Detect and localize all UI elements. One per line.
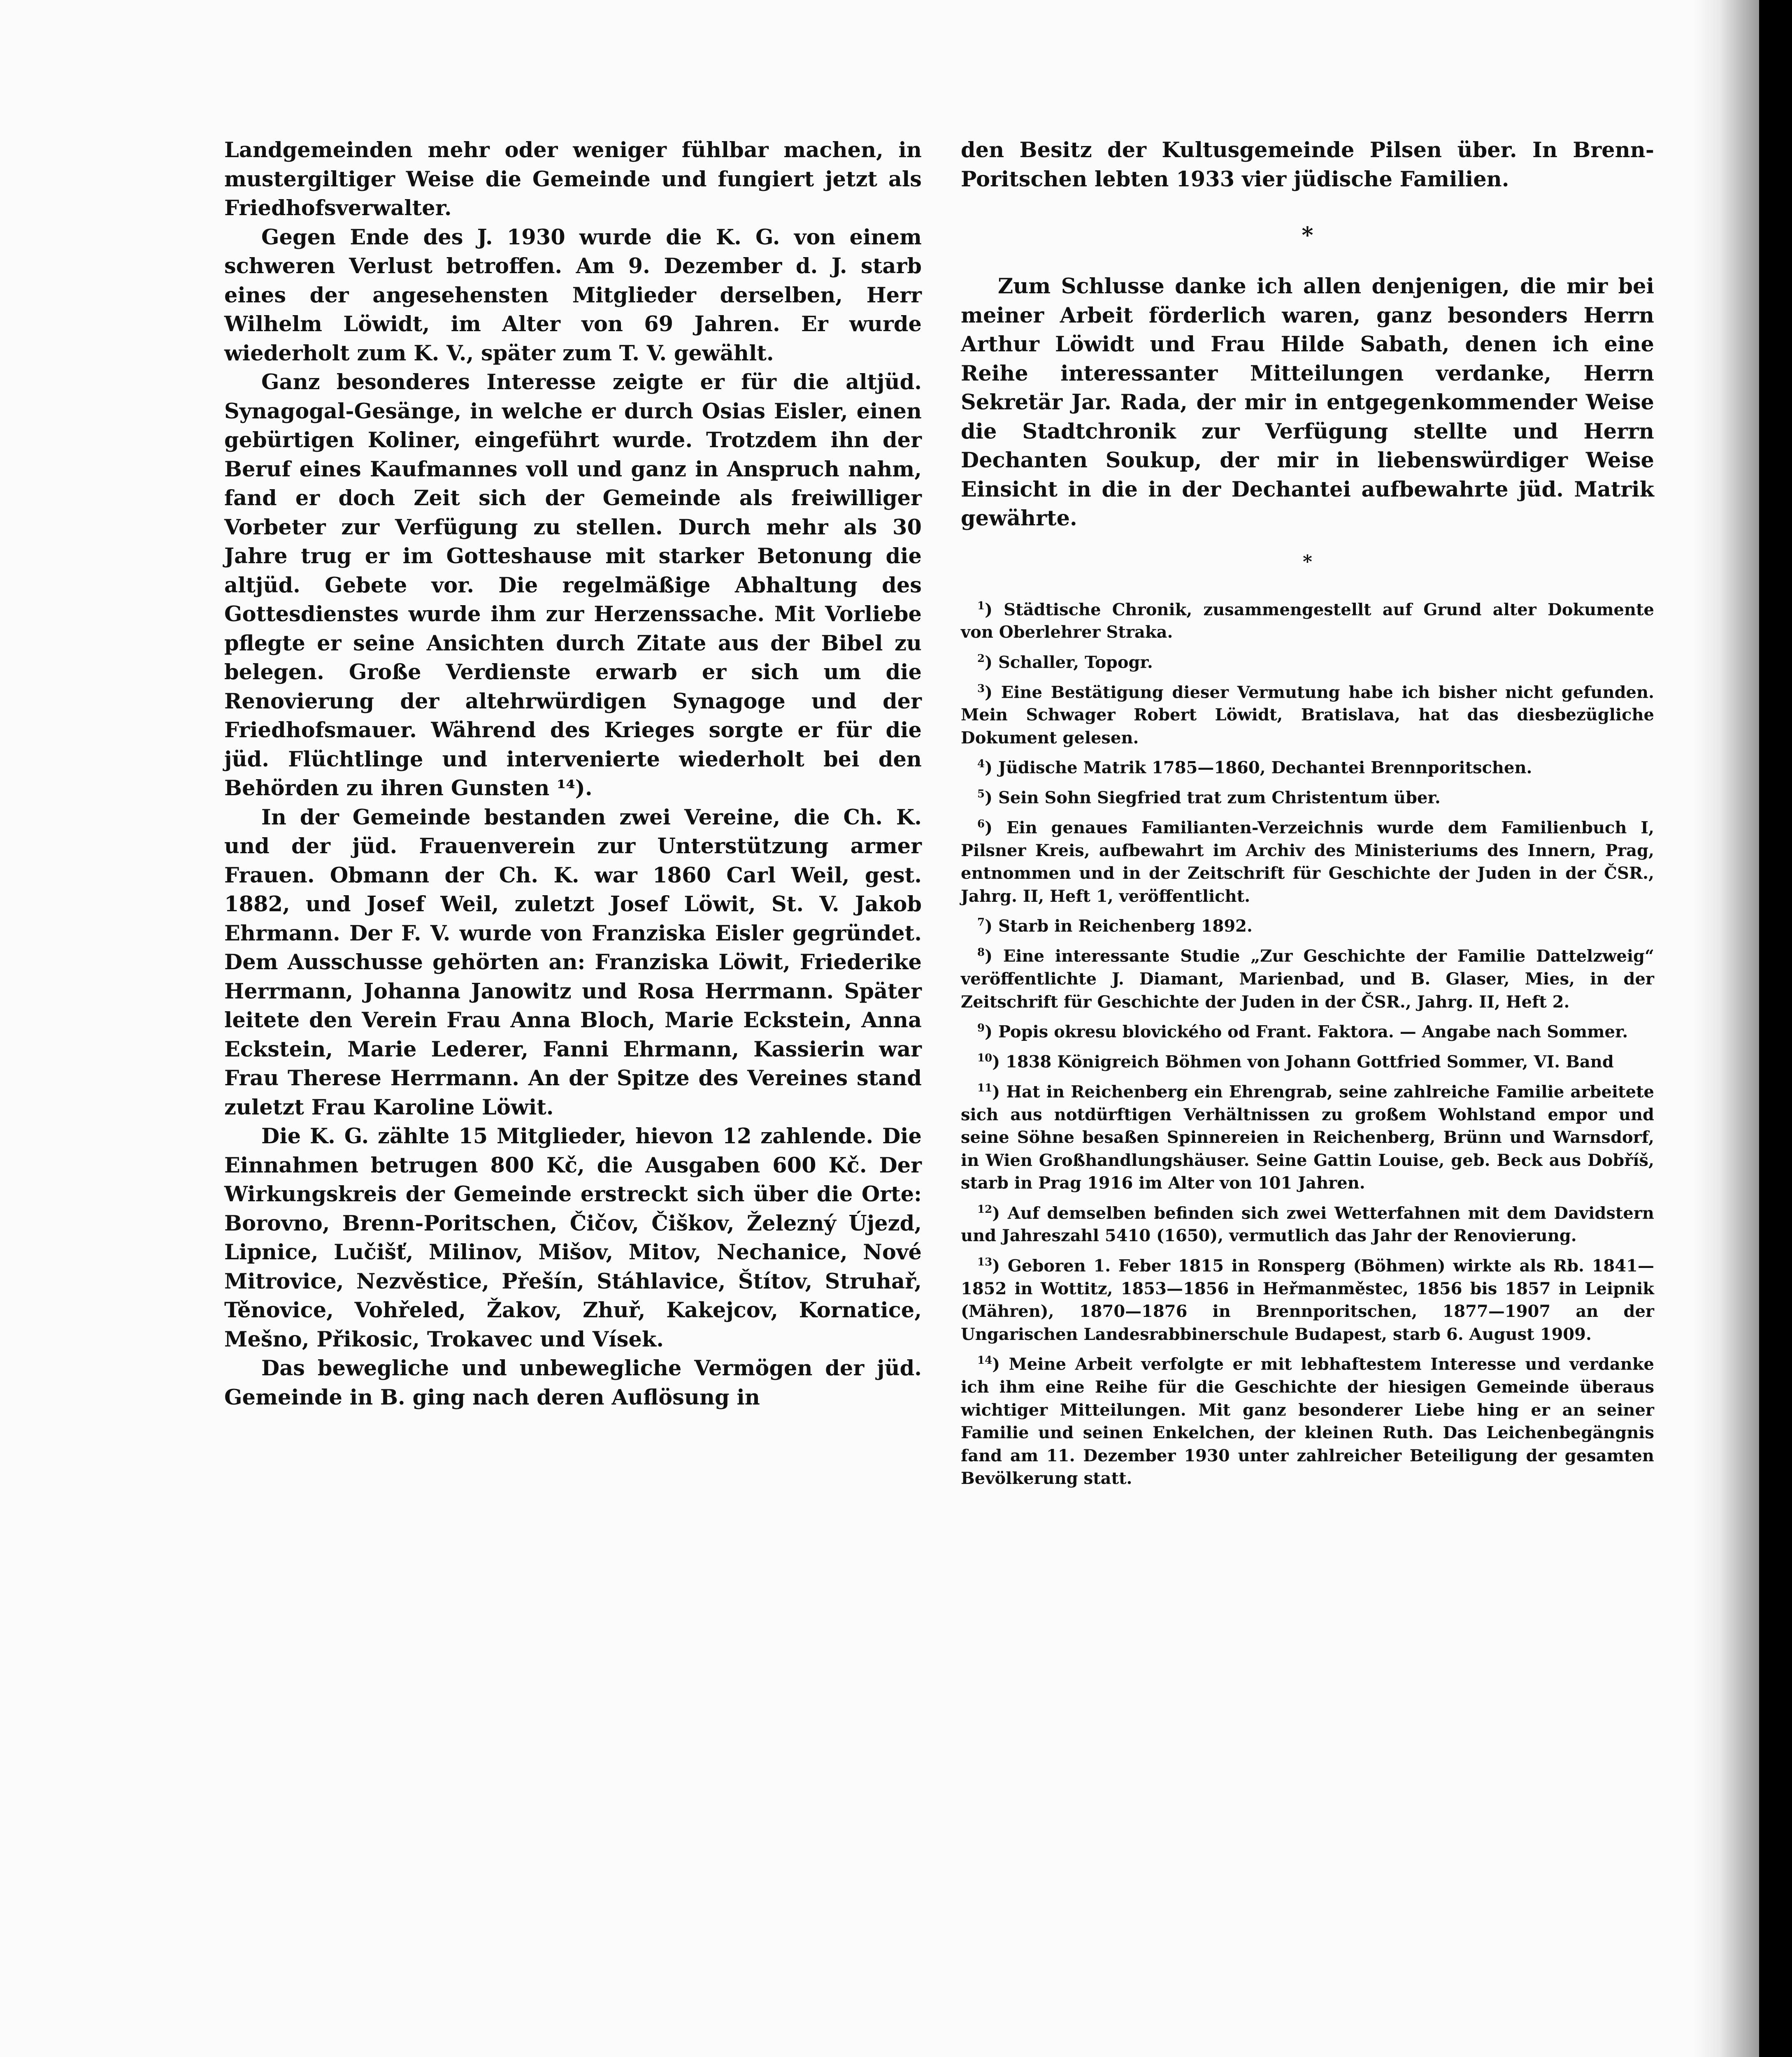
footnote-number: 5 [977,788,985,801]
footnote-number: 14 [977,1354,992,1367]
footnote: $^8$) Eine interessante Studie „Zur Geschichte der Familie Dattelzweig“ veröffentlichte J. Diamant, Marienbad, und B. Glaser, Mies, in der Zeitschrift für Geschichte der Juden in der ČSR., Jahrg. II, Heft 2. [961,946,1654,1012]
separator-asterisk: * [1302,222,1313,248]
footnote: $^{12}$) Auf demselben befinden sich zwei Wetterfahnen mit dem Davidstern und Jahreszahl 5410 (1650), vermutlich das Jahr der Renovierung. [961,1203,1655,1246]
footnote: $^9$) Popis okresu blovického od Frant. Faktora. — Angabe nach Sommer. [977,1022,1628,1042]
footnote-number: 12 [977,1203,992,1216]
footnote-number: 8 [977,946,985,959]
footnote-number: 1 [977,599,985,612]
paragraph: Ganz besonderes Interesse zeigte er für die altjüd. Synagogal-Gesänge, in welche er durch Osias Eisler, einen gebürtigen Koliner, eingeführt wurde. Trotzdem ihn der Beruf eines Kaufmannes voll und ganz in Anspruch nahm, fand er doch Zeit sich der Gemeinde als freiwilliger Vorbeter zur Verfügung zu stellen. Durch mehr als 30 Jahre trug er im Gotteshause mit starker Betonung die altjüd. Gebete vor. Die regelmäßige Abhaltung des Gottesdienstes wurde ihm zur Herzenssache. Mit Vorliebe pflegte er seine Ansichten durch Zitate aus der Bibel zu belegen. Große Verdienste erwarb er sich um die Renovierung der altehrwürdigen Synagoge und der Friedhofsmauer. Während des Krieges sorgte er für die jüd. Flüchtlinge und intervenierte wiederholt bei den Behörden zu ihren Gunsten ¹⁴). [224,370,922,801]
footnote: $^4$) Jüdische Matrik 1785—1860, Dechantei Brennporitschen. [977,758,1532,778]
paragraph: Landgemeinden mehr oder weniger fühlbar machen, in mustergiltiger Weise die Gemeinde und fungiert jetzt als Friedhofsverwalter. [224,138,922,221]
footnote: $^7$) Starb in Reichenberg 1892. [977,916,1253,936]
left-column [224,136,922,1412]
paragraph: Gegen Ende des J. 1930 wurde die K. G. von einem schweren Verlust betroffen. Am 9. Dezember d. J. starb eines der angesehensten Mitglieder derselben, Herr Wilhelm Löwidt, im Alter von 69 Jahren. Er wurde wiederholt zum K. V., später zum T. V. gewählt. [224,225,922,366]
footnote-text: Geboren 1. Feber 1815 in Ronsperg (Böhmen) wirkte als Rb. 1841—1852 in Wottitz, 1853—1856 in Heřmanměstec, 1856 bis 1857 in Leipnik (Mähren), 1870—1876 in Brennporitschen, 1877—1907 an der Ungarischen Landesrabbinerschule Budapest, starb 6. August 1909. [961,1256,1654,1344]
paragraph: In der Gemeinde bestanden zwei Vereine, die Ch. K. und der jüd. Frauenverein zur Unterstützung armer Frauen. Obmann der Ch. K. war 1860 Carl Weil, gest. 1882, und Josef Weil, zuletzt Josef Löwit, St. V. Jakob Ehrmann. Der F. V. wurde von Franziska Eisler gegründet. Dem Ausschusse gehörten an: Franziska Löwit, Friederike Herrmann, Johanna Janowitz und Rosa Herrmann. Später leitete den Verein Frau Anna Bloch, Marie Eckstein, Anna Eckstein, Marie Lederer, Fanni Ehrmann, Kassierin war Frau Therese Herrmann. An der Spitze des Vereines stand zuletzt Frau Karoline Löwit. [224,805,922,1120]
footnote-text: Schaller, Topogr. [998,652,1153,672]
footnote: $^{10}$) 1838 Königreich Böhmen von Johann Gottfried Sommer, VI. Band [977,1052,1614,1072]
footnote-text: Starb in Reichenberg 1892. [998,916,1253,936]
paragraph: Zum Schlusse danke ich allen denjenigen, die mir bei meiner Arbeit förderlich waren, ganz besonders Herrn Arthur Löwidt und Frau Hilde Sabath, denen ich eine Reihe interessanter Mitteilungen verdanke, Herrn Sekretär Jar. Rada, der mir in entgegenkommender Weise die Stadtchronik zur Verfügung stellte und Herrn Dechanten Soukup, der mir in liebenswürdiger Weise Einsicht in die in der Dechantei aufbewahrte jüd. Matrik gewährte. [961,274,1654,531]
footnote-text: Sein Sohn Siegfried trat zum Christentum über. [998,788,1441,808]
footnote-number: 2 [977,652,985,665]
footnote: $^{11}$) Hat in Reichenberg ein Ehrengrab, seine zahlreiche Familie arbeitete sich aus notdürftigen Verhältnissen zu großem Wohlstand empor und seine Söhne besaßen Spinnereien in Reichenberg, Brünn und Warnsdorf, in Wien Großhandlungshäuser. Seine Gattin Louise, geb. Beck aus Dobříš, starb in Prag 1916 im Alter von 101 Jahren. [961,1082,1654,1193]
footnote-number: 13 [977,1256,992,1268]
footnote-text: Jüdische Matrik 1785—1860, Dechantei Brennporitschen. [998,758,1532,778]
footnote: $^2$) Schaller, Topogr. [977,652,1153,672]
footnote-text: Popis okresu blovického od Frant. Faktora. — Angabe nach Sommer. [998,1022,1628,1042]
footnote-number: 4 [977,758,985,771]
right-column [961,136,1654,1494]
footnote: $^6$) Ein genaues Familianten-Verzeichnis wurde dem Familienbuch I, Pilsner Kreis, aufbewahrt im Archiv des Ministeriums des Innern, Prag, entnommen und in der Zeitschrift für Geschichte der Juden in der ČSR., Jahrg. II, Heft 1, veröffentlicht. [961,818,1654,906]
footnote-number: 6 [977,818,985,831]
footnote: $^5$) Sein Sohn Siegfried trat zum Christentum über. [977,788,1441,808]
footnote: $^{13}$) Geboren 1. Feber 1815 in Ronsperg (Böhmen) wirkte als Rb. 1841—1852 in Wottitz, 1853—1856 in Heřmanměstec, 1856 bis 1857 in Leipnik (Mähren), 1870—1876 in Brennporitschen, 1877—1907 an der Ungarischen Landesrabbinerschule Budapest, starb 6. August 1909. [961,1256,1654,1344]
footnote-text: Meine Arbeit verfolgte er mit lebhaftestem Interesse und verdanke ich ihm eine Reihe für die Geschichte der hiesigen Gemeinde überaus wichtiger Mitteilungen. Mit ganz besonderer Liebe hing er an seiner Familie und seinen Enkelchen, der kleinen Ruth. Das Leichenbegängnis fand am 11. Dezember 1930 unter zahlreicher Beteiligung der gesamten Bevölkerung statt. [961,1354,1654,1488]
footnote-number: 3 [977,682,985,695]
footnote-number: 10 [977,1052,992,1064]
separator-asterisk: * [1302,551,1312,572]
footnotes [961,595,1654,1490]
footnote-text: 1838 Königreich Böhmen von Johann Gottfried Sommer, VI. Band [1006,1052,1614,1072]
footnote-text: Ein genaues Familianten-Verzeichnis wurde dem Familienbuch I, Pilsner Kreis, aufbewahrt im Archiv des Ministeriums des Innern, Prag, entnommen und in der Zeitschrift für Geschichte der Juden in der ČSR., Jahrg. II, Heft 1, veröffentlicht. [961,818,1654,906]
paragraph: Die K. G. zählte 15 Mitglieder, hievon 12 zahlende. Die Einnahmen betrugen 800 Kč, die Ausgaben 600 Kč. Der Wirkungskreis der Gemeinde erstreckt sich über die Orte: Borovno, Brenn-Poritschen, Čičov, Čiškov, Železný Újezd, Lipnice, Lučišť, Milinov, Mišov, Mitov, Nechanice, Nové Mitrovice, Nezvěstice, Přešín, Stáhlavice, Štítov, Struhař, Těnovice, Vohřeled, Žakov, Zhuř, Kakejcov, Kornatice, Mešno, Přikosic, Trokavec und Vísek. [224,1124,922,1352]
footnote-text: Städtische Chronik, zusammengestellt auf Grund alter Dokumente von Oberlehrer Straka. [961,599,1654,642]
footnote-text: Auf demselben befinden sich zwei Wetterfahnen mit dem Davidstern und Jahreszahl 5410 (1650), vermutlich das Jahr der Renovierung. [961,1203,1655,1246]
footnote-number: 11 [977,1082,992,1094]
footnote: $^{14}$) Meine Arbeit verfolgte er mit lebhaftestem Interesse und verdanke ich ihm eine Reihe für die Geschichte der hiesigen Gemeinde überaus wichtiger Mitteilungen. Mit ganz besonderer Liebe hing er an seiner Familie und seinen Enkelchen, der kleinen Ruth. Das Leichenbegängnis fand am 11. Dezember 1930 unter zahlreicher Beteiligung der gesamten Bevölkerung statt. [961,1354,1654,1488]
paragraph: Das bewegliche und unbewegliche Vermögen der jüd. Gemeinde in B. ging nach deren Auflösung in [224,1356,922,1410]
footnote-text: Eine interessante Studie „Zur Geschichte der Familie Dattelzweig“ veröffentlichte J. Diamant, Marienbad, und B. Glaser, Mies, in der Zeitschrift für Geschichte der Juden in der ČSR., Jahrg. II, Heft 2. [961,946,1654,1012]
paragraph: den Besitz der Kultusgemeinde Pilsen über. In Brenn-Poritschen lebten 1933 vier jüdische Familien. [961,138,1654,192]
page-edge-shadow [1693,0,1759,2057]
footnote-text: Eine Bestätigung dieser Vermutung habe ich bisher nicht gefunden. Mein Schwager Robert Löwidt, Bratislava, hat das diesbezügliche Dokument gelesen. [961,682,1654,748]
footnote-number: 7 [977,916,985,929]
footnote: $^1$) Städtische Chronik, zusammengestellt auf Grund alter Dokumente von Oberlehrer Straka. [961,599,1654,642]
footnote: $^3$) Eine Bestätigung dieser Vermutung habe ich bisher nicht gefunden. Mein Schwager Robert Löwidt, Bratislava, hat das diesbezügliche Dokument gelesen. [961,682,1654,748]
footnote-number: 9 [977,1022,985,1035]
footnote-text: Hat in Reichenberg ein Ehrengrab, seine zahlreiche Familie arbeitete sich aus notdürftigen Verhältnissen zu großem Wohlstand empor und seine Söhne besaßen Spinnereien in Reichenberg, Brünn und Warnsdorf, in Wien Großhandlungshäuser. Seine Gattin Louise, geb. Beck aus Dobříš, starb in Prag 1916 im Alter von 101 Jahren. [961,1082,1654,1193]
